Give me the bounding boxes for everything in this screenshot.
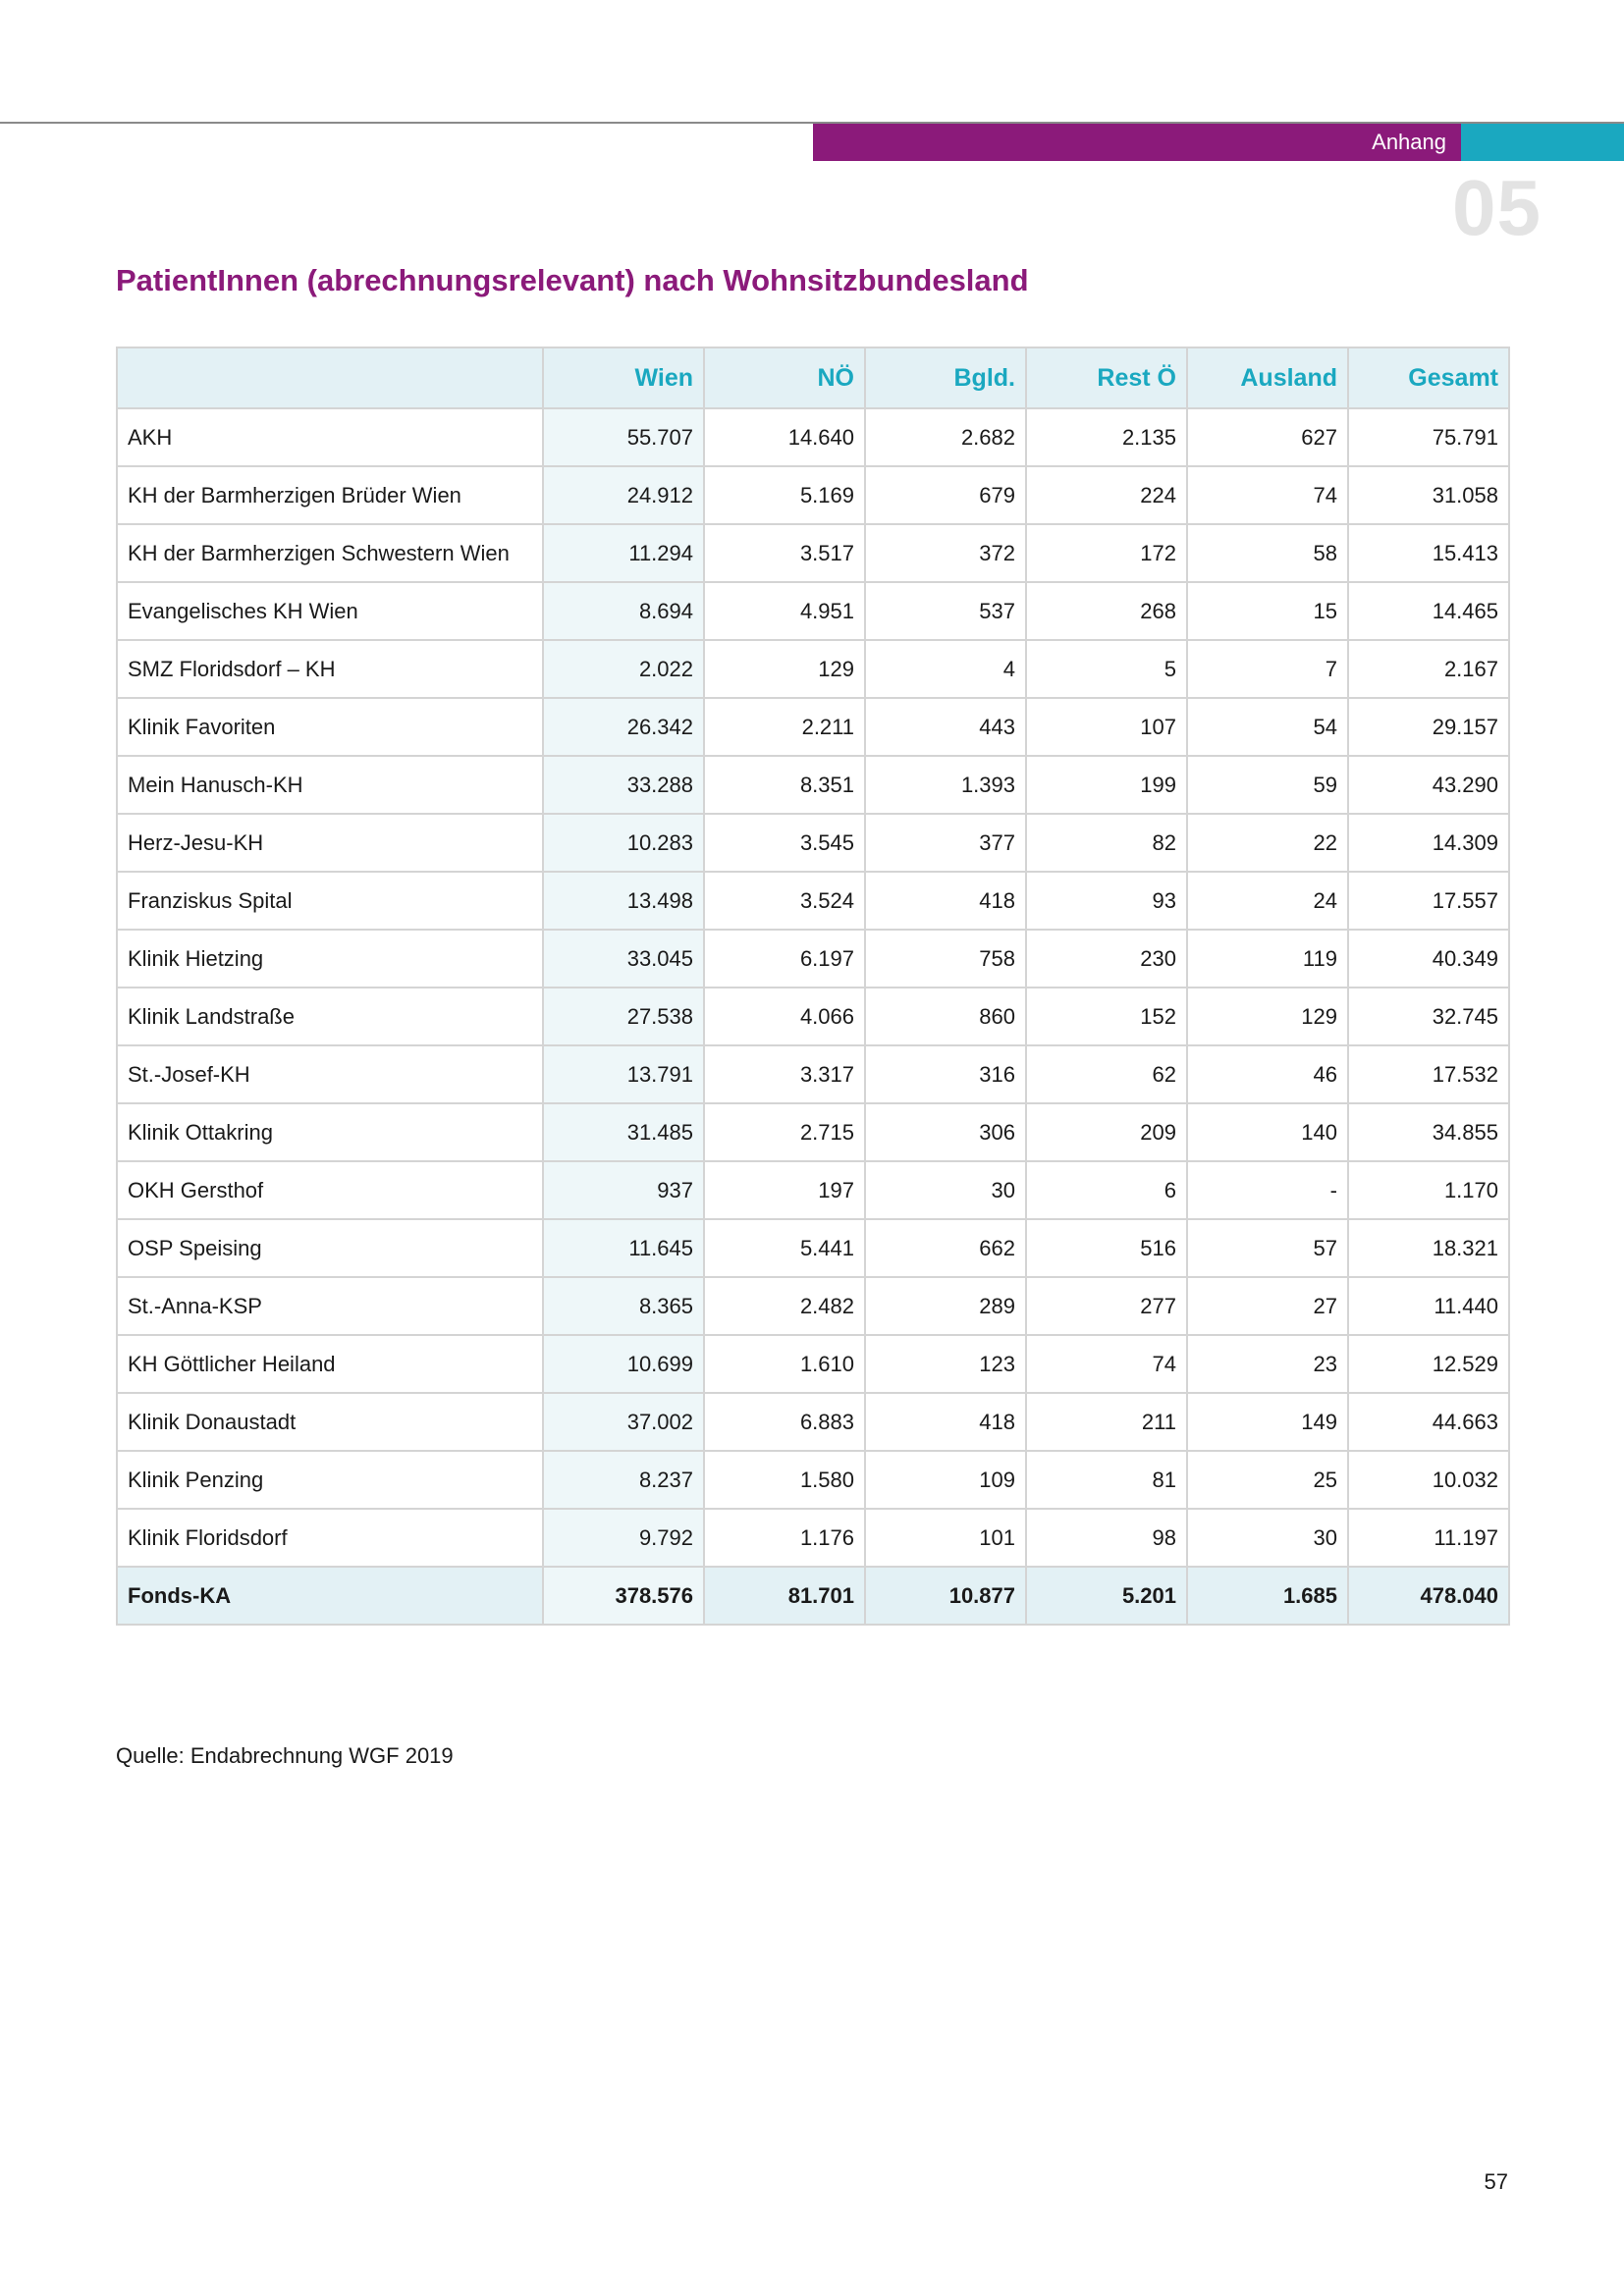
value-cell: 8.237 bbox=[543, 1451, 704, 1509]
value-cell: 418 bbox=[865, 1393, 1026, 1451]
table-row bbox=[117, 1335, 1509, 1393]
value-cell: 6.197 bbox=[704, 930, 865, 988]
value-cell: 75.791 bbox=[1348, 408, 1509, 466]
value-cell: 372 bbox=[865, 524, 1026, 582]
value-cell: 44.663 bbox=[1348, 1393, 1509, 1451]
value-cell: 74 bbox=[1026, 1335, 1187, 1393]
value-cell: 74 bbox=[1187, 466, 1348, 524]
value-cell: 1.685 bbox=[1187, 1567, 1348, 1625]
row-label-cell: St.-Josef-KH bbox=[117, 1045, 543, 1103]
value-cell: 29.157 bbox=[1348, 698, 1509, 756]
value-cell: 30 bbox=[1187, 1509, 1348, 1567]
row-label-cell: Klinik Donaustadt bbox=[117, 1393, 543, 1451]
table-header-row bbox=[117, 347, 1509, 408]
value-cell: 140 bbox=[1187, 1103, 1348, 1161]
table-row bbox=[117, 1045, 1509, 1103]
value-cell: 31.485 bbox=[543, 1103, 704, 1161]
value-cell: 14.309 bbox=[1348, 814, 1509, 872]
value-cell: 662 bbox=[865, 1219, 1026, 1277]
value-cell: 11.645 bbox=[543, 1219, 704, 1277]
row-label-cell: AKH bbox=[117, 408, 543, 466]
value-cell: 109 bbox=[865, 1451, 1026, 1509]
value-cell: 40.349 bbox=[1348, 930, 1509, 988]
header-cell-ausland: Ausland bbox=[1187, 347, 1348, 408]
value-cell: 197 bbox=[704, 1161, 865, 1219]
value-cell: 10.699 bbox=[543, 1335, 704, 1393]
value-cell: 478.040 bbox=[1348, 1567, 1509, 1625]
table-row bbox=[117, 698, 1509, 756]
value-cell: 1.580 bbox=[704, 1451, 865, 1509]
value-cell: 33.045 bbox=[543, 930, 704, 988]
row-label-cell: Klinik Landstraße bbox=[117, 988, 543, 1045]
table-row bbox=[117, 988, 1509, 1045]
value-cell: 377 bbox=[865, 814, 1026, 872]
value-cell: 1.176 bbox=[704, 1509, 865, 1567]
row-label-cell: Klinik Hietzing bbox=[117, 930, 543, 988]
value-cell: 57 bbox=[1187, 1219, 1348, 1277]
value-cell: 4.951 bbox=[704, 582, 865, 640]
value-cell: 62 bbox=[1026, 1045, 1187, 1103]
table-row bbox=[117, 466, 1509, 524]
row-label-cell: KH der Barmherzigen Schwestern Wien bbox=[117, 524, 543, 582]
row-label-cell: Herz-Jesu-KH bbox=[117, 814, 543, 872]
value-cell: 2.682 bbox=[865, 408, 1026, 466]
value-cell: 6.883 bbox=[704, 1393, 865, 1451]
table-row bbox=[117, 408, 1509, 466]
value-cell: 172 bbox=[1026, 524, 1187, 582]
value-cell: 230 bbox=[1026, 930, 1187, 988]
value-cell: 107 bbox=[1026, 698, 1187, 756]
value-cell: 1.170 bbox=[1348, 1161, 1509, 1219]
patients-table bbox=[116, 347, 1510, 1626]
value-cell: 5 bbox=[1026, 640, 1187, 698]
value-cell: 2.135 bbox=[1026, 408, 1187, 466]
value-cell: 13.791 bbox=[543, 1045, 704, 1103]
value-cell: 129 bbox=[704, 640, 865, 698]
value-cell: 15.413 bbox=[1348, 524, 1509, 582]
value-cell: 3.317 bbox=[704, 1045, 865, 1103]
header-cell-wien: Wien bbox=[543, 347, 704, 408]
value-cell: 10.032 bbox=[1348, 1451, 1509, 1509]
value-cell: 46 bbox=[1187, 1045, 1348, 1103]
value-cell: 2.482 bbox=[704, 1277, 865, 1335]
table-row bbox=[117, 1509, 1509, 1567]
value-cell: 24 bbox=[1187, 872, 1348, 930]
value-cell: 33.288 bbox=[543, 756, 704, 814]
table-row bbox=[117, 1103, 1509, 1161]
value-cell: 30 bbox=[865, 1161, 1026, 1219]
value-cell: 54 bbox=[1187, 698, 1348, 756]
value-cell: 43.290 bbox=[1348, 756, 1509, 814]
value-cell: 11.197 bbox=[1348, 1509, 1509, 1567]
row-label-cell: KH der Barmherzigen Brüder Wien bbox=[117, 466, 543, 524]
value-cell: 12.529 bbox=[1348, 1335, 1509, 1393]
header-cell-rest-oe: Rest Ö bbox=[1026, 347, 1187, 408]
value-cell: 24.912 bbox=[543, 466, 704, 524]
table-row bbox=[117, 756, 1509, 814]
value-cell: 516 bbox=[1026, 1219, 1187, 1277]
value-cell: 123 bbox=[865, 1335, 1026, 1393]
value-cell: 32.745 bbox=[1348, 988, 1509, 1045]
value-cell: 8.694 bbox=[543, 582, 704, 640]
header-cell-noe: NÖ bbox=[704, 347, 865, 408]
table-row bbox=[117, 814, 1509, 872]
row-label-cell: Fonds-KA bbox=[117, 1567, 543, 1625]
row-label-cell: KH Göttlicher Heiland bbox=[117, 1335, 543, 1393]
value-cell: 22 bbox=[1187, 814, 1348, 872]
value-cell: 27 bbox=[1187, 1277, 1348, 1335]
table-row bbox=[117, 872, 1509, 930]
value-cell: 4 bbox=[865, 640, 1026, 698]
page-title: PatientInnen (abrechnungsrelevant) nach Wohnsitzbundesland bbox=[116, 263, 1029, 297]
value-cell: 11.294 bbox=[543, 524, 704, 582]
value-cell: 8.365 bbox=[543, 1277, 704, 1335]
value-cell: 10.877 bbox=[865, 1567, 1026, 1625]
value-cell: 3.517 bbox=[704, 524, 865, 582]
value-cell: 224 bbox=[1026, 466, 1187, 524]
value-cell: 6 bbox=[1026, 1161, 1187, 1219]
row-label-cell: Klinik Favoriten bbox=[117, 698, 543, 756]
value-cell: 23 bbox=[1187, 1335, 1348, 1393]
value-cell: 26.342 bbox=[543, 698, 704, 756]
section-label: Anhang bbox=[1372, 130, 1446, 154]
value-cell: 537 bbox=[865, 582, 1026, 640]
value-cell: 2.022 bbox=[543, 640, 704, 698]
value-cell: 119 bbox=[1187, 930, 1348, 988]
value-cell: 2.167 bbox=[1348, 640, 1509, 698]
value-cell: 277 bbox=[1026, 1277, 1187, 1335]
value-cell: 27.538 bbox=[543, 988, 704, 1045]
table-row bbox=[117, 640, 1509, 698]
value-cell: 211 bbox=[1026, 1393, 1187, 1451]
value-cell: 758 bbox=[865, 930, 1026, 988]
value-cell: 98 bbox=[1026, 1509, 1187, 1567]
value-cell: 25 bbox=[1187, 1451, 1348, 1509]
value-cell: 149 bbox=[1187, 1393, 1348, 1451]
value-cell: 2.211 bbox=[704, 698, 865, 756]
value-cell: 81.701 bbox=[704, 1567, 865, 1625]
value-cell: 1.610 bbox=[704, 1335, 865, 1393]
value-cell: 7 bbox=[1187, 640, 1348, 698]
value-cell: 3.545 bbox=[704, 814, 865, 872]
value-cell: 8.351 bbox=[704, 756, 865, 814]
value-cell: 306 bbox=[865, 1103, 1026, 1161]
value-cell: 82 bbox=[1026, 814, 1187, 872]
value-cell: 93 bbox=[1026, 872, 1187, 930]
value-cell: 17.532 bbox=[1348, 1045, 1509, 1103]
row-label-cell: St.-Anna-KSP bbox=[117, 1277, 543, 1335]
value-cell: 443 bbox=[865, 698, 1026, 756]
row-label-cell: Mein Hanusch-KH bbox=[117, 756, 543, 814]
value-cell: 59 bbox=[1187, 756, 1348, 814]
value-cell: 1.393 bbox=[865, 756, 1026, 814]
header-cell-bgld: Bgld. bbox=[865, 347, 1026, 408]
table-row bbox=[117, 1451, 1509, 1509]
value-cell: 9.792 bbox=[543, 1509, 704, 1567]
value-cell: 627 bbox=[1187, 408, 1348, 466]
value-cell: 34.855 bbox=[1348, 1103, 1509, 1161]
value-cell: 11.440 bbox=[1348, 1277, 1509, 1335]
value-cell: 5.169 bbox=[704, 466, 865, 524]
value-cell: 13.498 bbox=[543, 872, 704, 930]
row-label-cell: OKH Gersthof bbox=[117, 1161, 543, 1219]
value-cell: 289 bbox=[865, 1277, 1026, 1335]
value-cell: 378.576 bbox=[543, 1567, 704, 1625]
value-cell: 10.283 bbox=[543, 814, 704, 872]
value-cell: 418 bbox=[865, 872, 1026, 930]
value-cell: 937 bbox=[543, 1161, 704, 1219]
table-row bbox=[117, 1161, 1509, 1219]
table-row bbox=[117, 1219, 1509, 1277]
value-cell: 5.201 bbox=[1026, 1567, 1187, 1625]
header-cell-gesamt: Gesamt bbox=[1348, 347, 1509, 408]
row-label-cell: Evangelisches KH Wien bbox=[117, 582, 543, 640]
table-body bbox=[117, 408, 1509, 1625]
value-cell: 2.715 bbox=[704, 1103, 865, 1161]
value-cell: 129 bbox=[1187, 988, 1348, 1045]
value-cell: 37.002 bbox=[543, 1393, 704, 1451]
row-label-cell: SMZ Floridsdorf – KH bbox=[117, 640, 543, 698]
value-cell: 18.321 bbox=[1348, 1219, 1509, 1277]
value-cell: 15 bbox=[1187, 582, 1348, 640]
page-number: 57 bbox=[1484, 2169, 1508, 2194]
value-cell: 679 bbox=[865, 466, 1026, 524]
table-row bbox=[117, 524, 1509, 582]
value-cell: 268 bbox=[1026, 582, 1187, 640]
value-cell: - bbox=[1187, 1161, 1348, 1219]
section-bar-accent bbox=[1461, 124, 1624, 161]
value-cell: 209 bbox=[1026, 1103, 1187, 1161]
source-note: Quelle: Endabrechnung WGF 2019 bbox=[116, 1743, 454, 1768]
value-cell: 31.058 bbox=[1348, 466, 1509, 524]
row-label-cell: Franziskus Spital bbox=[117, 872, 543, 930]
value-cell: 81 bbox=[1026, 1451, 1187, 1509]
value-cell: 55.707 bbox=[543, 408, 704, 466]
row-label-cell: Klinik Ottakring bbox=[117, 1103, 543, 1161]
row-label-cell: OSP Speising bbox=[117, 1219, 543, 1277]
value-cell: 17.557 bbox=[1348, 872, 1509, 930]
value-cell: 152 bbox=[1026, 988, 1187, 1045]
value-cell: 199 bbox=[1026, 756, 1187, 814]
value-cell: 4.066 bbox=[704, 988, 865, 1045]
value-cell: 14.640 bbox=[704, 408, 865, 466]
row-label-cell: Klinik Penzing bbox=[117, 1451, 543, 1509]
value-cell: 101 bbox=[865, 1509, 1026, 1567]
table-row bbox=[117, 582, 1509, 640]
table-row bbox=[117, 1393, 1509, 1451]
table-row bbox=[117, 930, 1509, 988]
chapter-number: 05 bbox=[1452, 164, 1542, 251]
row-label-cell: Klinik Floridsdorf bbox=[117, 1509, 543, 1567]
value-cell: 14.465 bbox=[1348, 582, 1509, 640]
table-total-row bbox=[117, 1567, 1509, 1625]
table-row bbox=[117, 1277, 1509, 1335]
header-cell bbox=[117, 347, 543, 408]
value-cell: 316 bbox=[865, 1045, 1026, 1103]
value-cell: 3.524 bbox=[704, 872, 865, 930]
value-cell: 860 bbox=[865, 988, 1026, 1045]
value-cell: 58 bbox=[1187, 524, 1348, 582]
value-cell: 5.441 bbox=[704, 1219, 865, 1277]
